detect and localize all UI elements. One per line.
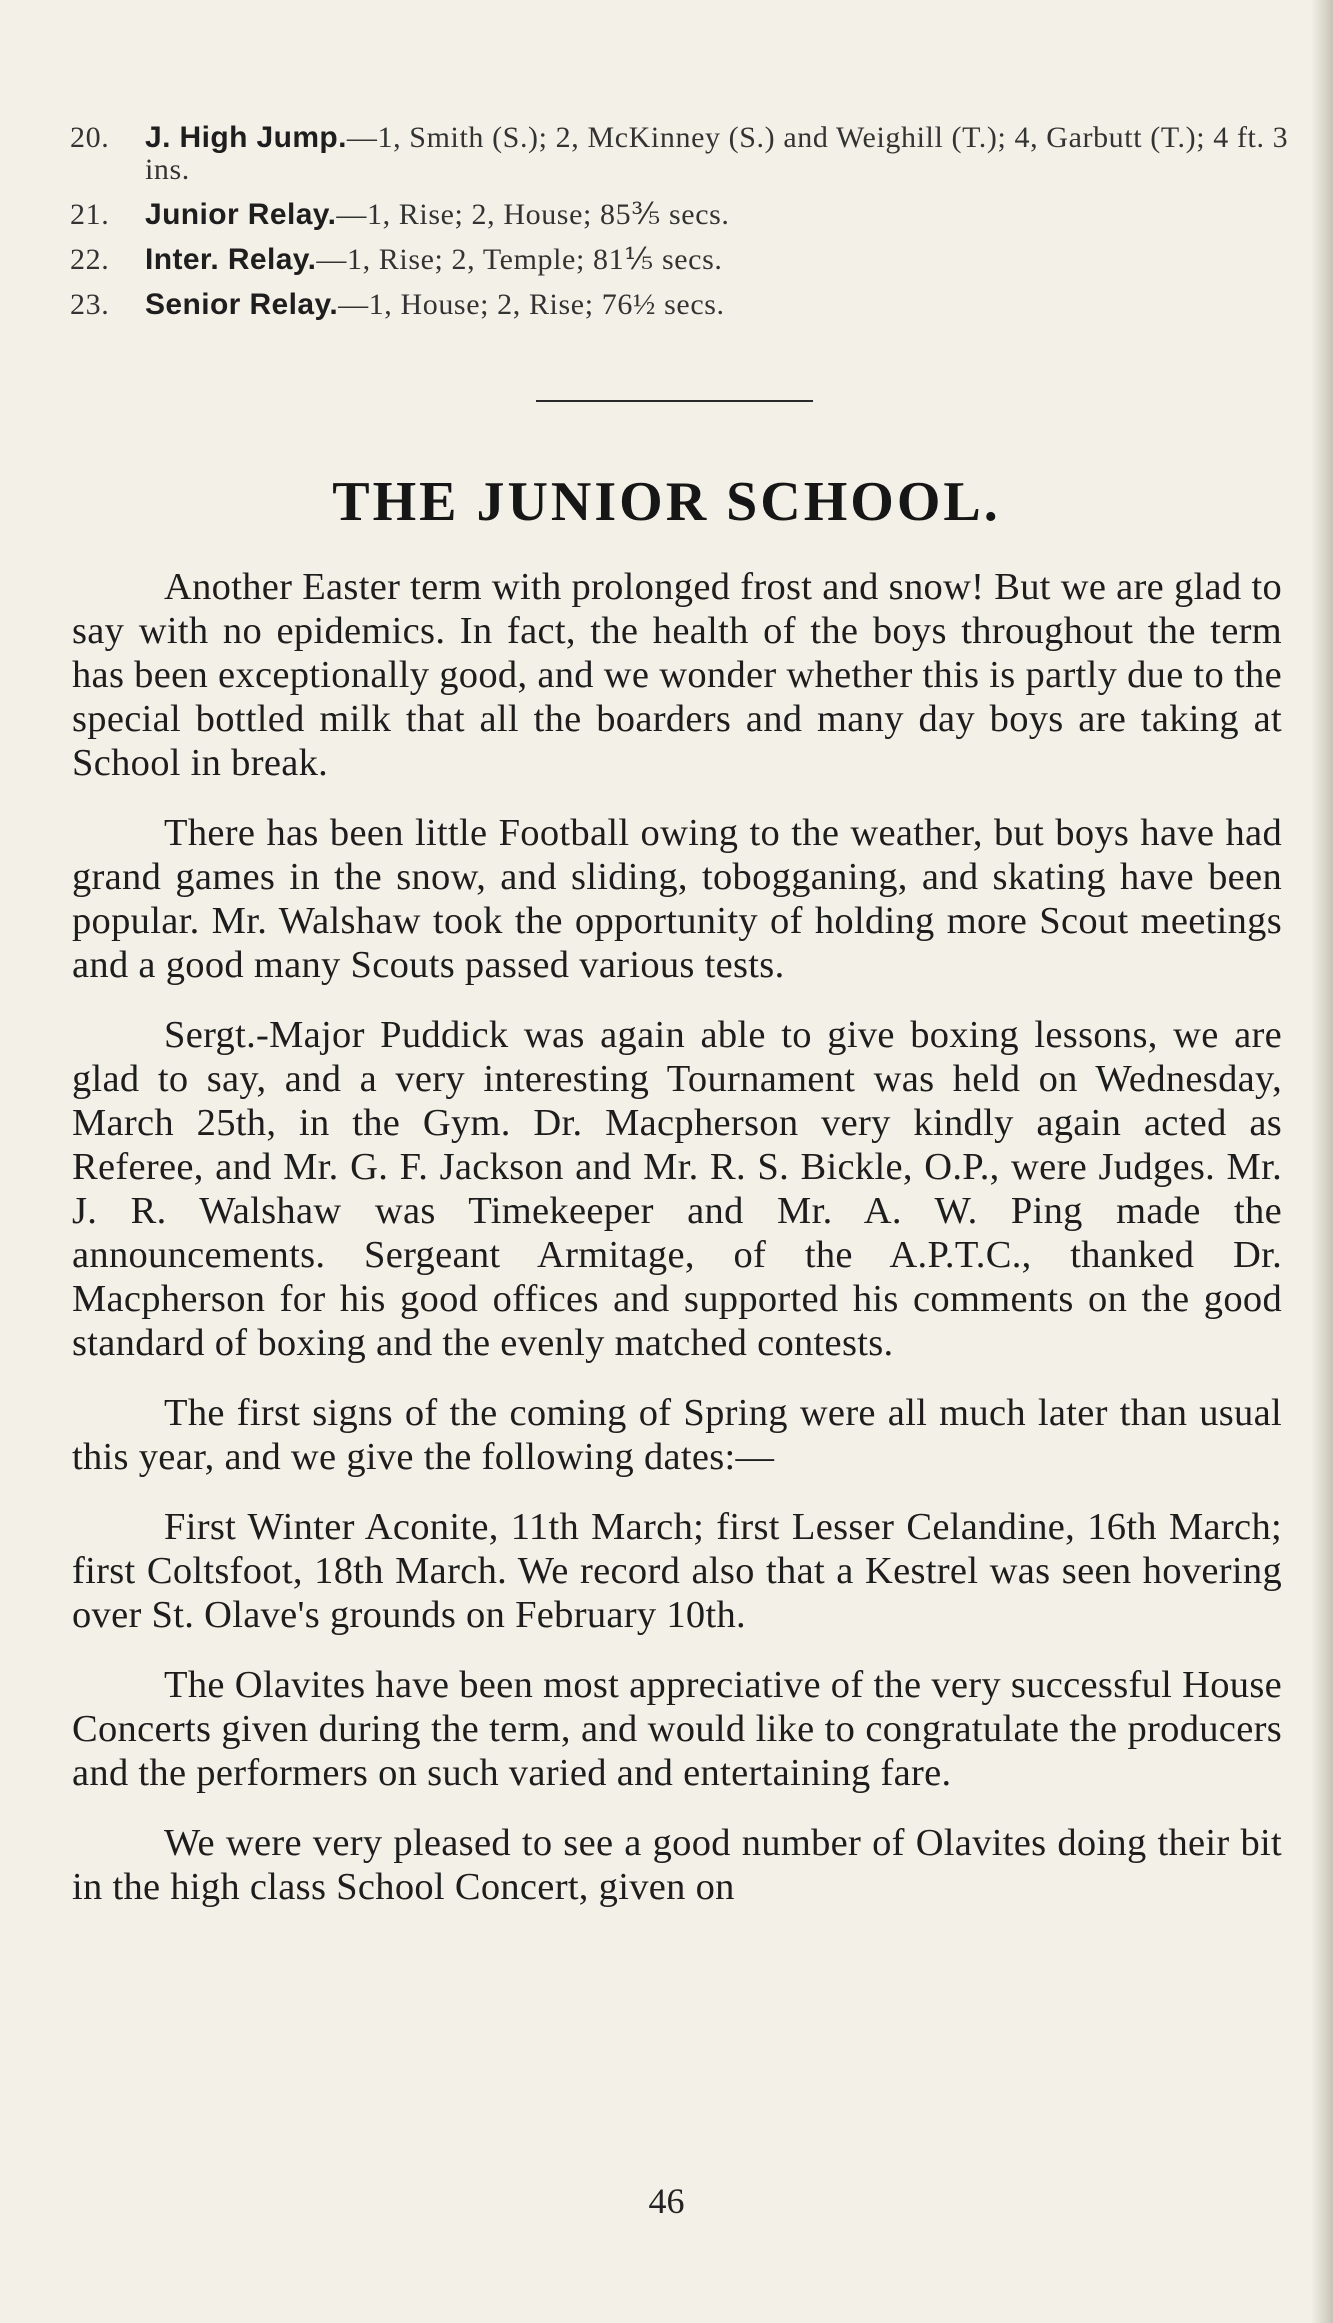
result-event: Junior Relay. [145,198,337,231]
result-text: —1, Rise; 2, House; 85⅗ secs. [336,198,730,231]
result-text: —1, Smith (S.); 2, McKinney (S.) and Weighill (T.); 4, Garbutt (T.); 4 ft. 3 ins. [145,121,1289,186]
paragraph: Sergt.-Major Puddick was again able to give boxing lessons, we are glad to say, and a very interesting Tournament was held on Wednesday, March 25th, in the Gym. Dr. Macpherson very kindly again acted as Referee, and Mr. G. F. Jackson and Mr. R. S. Bickle, O.P., were Judges. Mr. J. R. Walshaw was Timekeeper and Mr. A. W. Ping made the announcements. Sergeant Armitage, of the A.P.T.C., thanked Dr. Macpherson for his good offices and supported his comments on the good standard of boxing and the evenly matched contests. [72,1014,1282,1364]
result-number: 23. [70,288,110,321]
article-body [72,565,1282,1935]
section-divider [536,400,813,402]
result-text: —1, Rise; 2, Temple; 81⅕ secs. [316,243,723,276]
paragraph: First Winter Aconite, 11th March; first Lesser Celandine, 16th March; first Coltsfoot, 18th March. We record also that a Kestrel was seen hovering over St. Olave's grounds on February 10th. [72,1506,1282,1636]
result-number: 22. [70,243,110,276]
paragraph: The first signs of the coming of Spring were all much later than usual this year, and we give the following dates:— [72,1392,1282,1478]
result-number: 21. [70,198,110,231]
result-event: J. High Jump. [145,121,347,154]
paragraph: Another Easter term with prolonged frost and snow! But we are glad to say with no epidemics. In fact, the health of the boys throughout the term has been exceptionally good, and we wonder whether this is partly due to the special bottled milk that all the boarders and many day boys are taking at School in break. [72,566,1282,784]
scan-edge-shadow [1311,0,1333,2323]
result-item [70,289,1290,321]
paragraph: There has been little Football owing to the weather, but boys have had grand games in the snow, and sliding, tobogganing, and skating have been popular. Mr. Walshaw took the opportunity of holding more Scout meetings and a good many Scouts passed various tests. [72,812,1282,986]
result-event: Inter. Relay. [145,243,317,276]
paragraph: The Olavites have been most appreciative of the very successful House Concerts given during the term, and would like to congratulate the producers and the performers on such varied and entertaining fare. [72,1664,1282,1794]
page-number: 46 [648,2181,685,2221]
result-item [70,122,1290,186]
athletics-results-list [70,122,1290,334]
result-event: Senior Relay. [145,288,339,321]
result-text: —1, House; 2, Rise; 76½ secs. [338,288,725,321]
section-heading: THE JUNIOR SCHOOL. [332,471,1001,533]
result-item [70,199,1290,231]
result-item [70,244,1290,276]
paragraph: We were very pleased to see a good number of Olavites doing their bit in the high class School Concert, given on [72,1822,1282,1908]
result-number: 20. [70,121,110,154]
